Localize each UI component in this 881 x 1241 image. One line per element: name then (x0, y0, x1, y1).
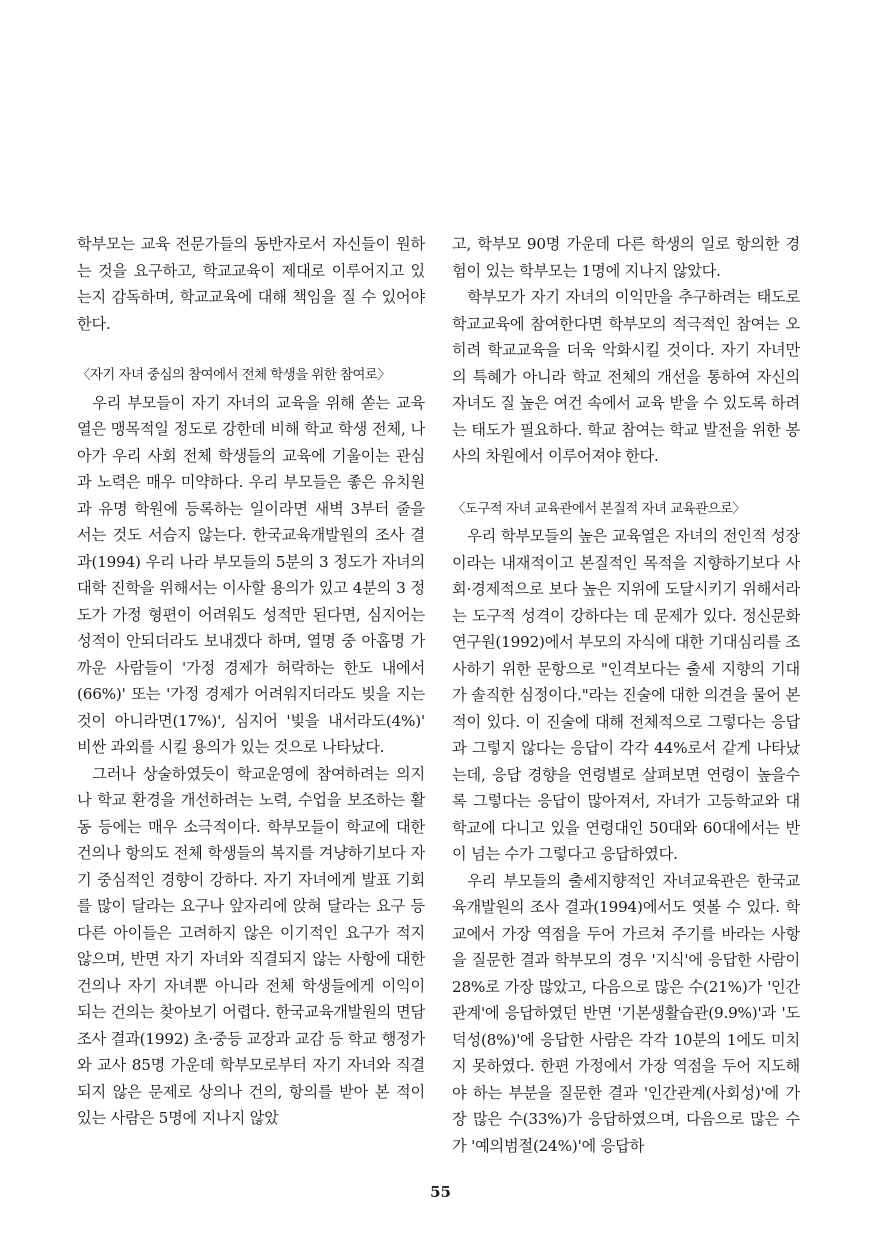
left-paragraph-1: 학부모는 교육 전문가들의 동반자로서 자신들이 원하는 것을 요구하고, 학교교육이 제대로 이루어지고 있는지 감독하며, 학교교육에 대해 책임을 질 수 있어야 한다. (77, 235, 425, 333)
left-paragraph-2: 우리 부모들이 자기 자녀의 교육을 위해 쏟는 교육열은 맹목적일 정도로 강한데 비해 학교 학생 전체, 나아가 우리 사회 전체 학생들의 교육에 기울이는 관심과 노력은 매우 미약하다. 우리 부모들은 좋은 유치원과 유명 학원에 등록하는 일이라면 새벽 3부터 줄을 서는 것도 서슴지 않는다. 한국교육개발원의 조사 결과(1994) 우리 나라 부모들의 5분의 3 정도가 자녀의 대학 진학을 위해서는 이사할 용의가 있고 4분의 3 정도가 가정 형편이 어려워도 성적만 된다면, 심지어는 성적이 안되더라도 보내겠다 하며, 열명 중 아홉명 가까운 사람들이 '가정 경제가 허락하는 한도 내에서(66%)' 또는 '가정 경제가 어려워지더라도 빚을 지는 것이 아니라면(17%)', 심지어 '빚을 내서라도(4%)' 비싼 과외를 시킬 용의가 있는 것으로 나타났다. (77, 393, 425, 756)
left-section-heading: 〈자기 자녀 중심의 참여에서 전체 학생을 위한 참여로〉 (77, 368, 391, 383)
right-paragraph-3: 우리 학부모들의 높은 교육열은 자녀의 전인적 성장이라는 내재적이고 본질적인 목적을 지향하기보다 사회·경제적으로 보다 높은 지위에 도달시키기 위해서라는 도구적 성격이 강하다는 데 문제가 있다. 정신문화연구원(1992)에서 부모의 자식에 대한 기대심리를 조사하기 위한 문항으로 "인격보다는 출세 지향의 기대가 솔직한 심정이다."라는 진술에 대한 의견을 물어 본 적이 있다. 이 진술에 대해 전체적으로 그렇다는 응답과 그렇지 않다는 응답이 각각 44%로서 같게 나타났는데, 응답 경향을 연령별로 살펴보면 연령이 높을수록 그렇다는 응답이 많아져서, 자녀가 고등학교와 대학교에 다니고 있을 연령대인 50대와 60대에서는 반이 넘는 수가 그렇다고 응답하였다. (452, 527, 800, 863)
right-paragraph-4: 우리 부모들의 출세지향적인 자녀교육관은 한국교육개발원의 조사 결과(1994)에서도 엿볼 수 있다. 학교에서 가장 역점을 두어 가르쳐 주기를 바라는 사항을 질문한 결과 학부모의 경우 '지식'에 응답한 사람이 28%로 가장 많았고, 다음으로 많은 수(21%)가 '인간관계'에 응답하였던 반면 '기본생활습관(9.9%)'과 '도덕성(8%)'에 응답한 사람은 각각 10분의 1에도 미치지 못하였다. 한편 가정에서 가장 역점을 두어 지도해야 하는 부분을 질문한 결과 '인간관계(사회성)'에 가장 많은 수(33%)가 응답하였으며, 다음으로 많은 수가 '예의범절(24%)'에 응답하 (452, 871, 800, 1155)
right-section-heading: 〈도구적 자녀 교육관에서 본질적 자녀 교육관으로〉 (452, 501, 746, 517)
page-number: 55 (430, 1183, 451, 1201)
right-paragraph-1: 고, 학부모 90명 가운데 다른 학생의 일로 항의한 경험이 있는 학부모는 1명에 지나지 않았다. (452, 235, 800, 280)
right-paragraph-2: 학부모가 자기 자녀의 이익만을 추구하려는 태도로 학교교육에 참여한다면 학부모의 적극적인 참여는 오히려 학교교육을 더욱 악화시킬 것이다. 자기 자녀만의 특혜가 아니라 학교 전체의 개선을 통하여 자신의 자녀도 질 높은 여건 속에서 교육 받을 수 있도록 하려는 태도가 필요하다. 학교 참여는 학교 발전을 위한 봉사의 차원에서 이루어져야 한다. (452, 288, 800, 465)
left-paragraph-3: 그러나 상술하였듯이 학교운영에 참여하려는 의지나 학교 환경을 개선하려는 노력, 수업을 보조하는 활동 등에는 매우 소극적이다. 학부모들이 학교에 대한 건의나 항의도 전체 학생들의 복지를 겨냥하기보다 자기 중심적인 경향이 강하다. 자기 자녀에게 발표 기회를 많이 달라는 요구나 앞자리에 앉혀 달라는 요구 등 다른 아이들은 고려하지 않은 이기적인 요구가 적지 않으며, 반면 자기 자녀와 직결되지 않는 사항에 대한 건의나 자기 자녀뿐 아니라 전체 학생들에게 이익이 되는 건의는 찾아보기 어렵다. 한국교육개발원의 면담 조사 결과(1992) 초·중등 교장과 교감 등 학교 행정가와 교사 85명 가운데 학부모로부터 자기 자녀와 직결되지 않은 문제로 상의나 건의, 항의를 받아 본 적이 있는 사람은 5명에 지나지 않았 (77, 764, 425, 1127)
right-column (452, 231, 800, 1159)
left-column (77, 231, 425, 1132)
